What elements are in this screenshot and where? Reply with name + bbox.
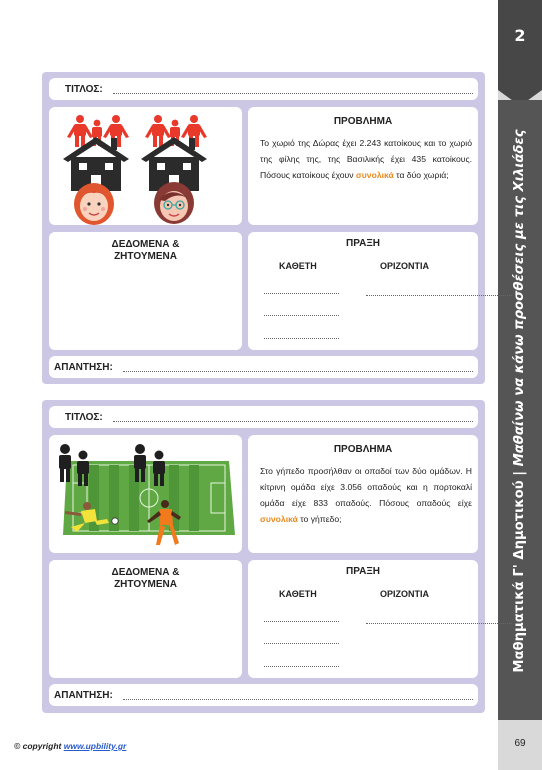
vertical-line-2[interactable]	[264, 315, 339, 316]
question-after: τα δύο χωριά;	[393, 170, 449, 180]
vertical-line-3[interactable]	[264, 666, 339, 667]
operation-header: ΠΡΑΞΗ	[345, 566, 381, 577]
village-illustration	[49, 107, 242, 225]
title-field[interactable]	[113, 421, 473, 422]
problem-text	[260, 463, 472, 527]
operation-box	[248, 560, 478, 678]
problem-statement: Το χωριό της Δώρας έχει 2.243 κατοίκους και το χωριό της φίλης της, της Βασιλικής έχει 435 κατοίκους.	[260, 138, 472, 164]
problem-illustration	[49, 107, 242, 225]
horizontal-line[interactable]	[366, 295, 512, 296]
girl-face-icon	[154, 182, 194, 224]
copyright	[14, 741, 126, 751]
question-highlight: συνολικά	[260, 514, 298, 524]
stadium-illustration	[49, 435, 242, 553]
given-header-line-2: ΖΗΤΟΥΜΕΝΑ	[114, 251, 177, 262]
answer-row	[49, 356, 478, 378]
answer-field[interactable]	[123, 371, 473, 372]
given-box[interactable]	[49, 560, 242, 678]
chapter-number: 2	[514, 26, 526, 45]
title-row	[49, 406, 478, 428]
title-row	[49, 78, 478, 100]
vertical-label: ΚΑΘΕΤΗ	[279, 261, 317, 271]
vertical-line-1[interactable]	[264, 293, 339, 294]
given-header-line-2: ΖΗΤΟΥΜΕΝΑ	[114, 579, 177, 590]
vertical-label: ΚΑΘΕΤΗ	[279, 589, 317, 599]
title-field[interactable]	[113, 93, 473, 94]
answer-row	[49, 684, 478, 706]
copyright-link[interactable]: www.upbility.gr	[63, 741, 127, 751]
problem-header: ΠΡΟΒΛΗΜΑ	[333, 444, 393, 455]
question-after: το γήπεδο;	[297, 514, 342, 524]
question-before: Πόσους οπαδούς είχε	[379, 498, 473, 508]
worksheet-1	[42, 72, 485, 384]
girl-face-icon	[74, 183, 114, 225]
answer-field[interactable]	[123, 699, 473, 700]
horizontal-label: ΟΡΙΖΟΝΤΙΑ	[380, 589, 429, 599]
question-highlight: συνολικά	[355, 170, 394, 180]
given-box[interactable]	[49, 232, 242, 350]
horizontal-line[interactable]	[366, 623, 512, 624]
title-label: ΤΙΤΛΟΣ:	[65, 84, 103, 95]
vertical-line-2[interactable]	[264, 643, 339, 644]
copyright-prefix: © copyright	[14, 741, 64, 751]
question-before: Πόσους κατοίκους έχουν	[260, 170, 356, 180]
problem-text	[260, 135, 472, 183]
sidebar-title-regular: Μαθηματικά Γ' Δημοτικού |	[512, 466, 527, 673]
worksheet-2	[42, 400, 485, 713]
problem-header: ΠΡΟΒΛΗΜΑ	[333, 116, 393, 127]
operation-header: ΠΡΑΞΗ	[345, 238, 381, 249]
problem-illustration	[49, 435, 242, 553]
problem-box	[248, 107, 478, 225]
problem-box	[248, 435, 478, 553]
horizontal-label: ΟΡΙΖΟΝΤΙΑ	[380, 261, 429, 271]
problem-question	[260, 170, 449, 180]
title-label: ΤΙΤΛΟΣ:	[65, 412, 103, 423]
answer-label: ΑΠΑΝΤΗΣΗ:	[54, 690, 113, 701]
sidebar-title-italic: Μαθαίνω να κάνω προσθέσεις με τις Χιλιάδες	[512, 129, 527, 467]
page-number: 69	[514, 738, 526, 749]
vertical-line-3[interactable]	[264, 338, 339, 339]
problem-statement: Στο γήπεδο προσήλθαν οι οπαδοί των δύο ομάδων. Η κίτρινη ομάδα είχε 3.056 οπαδούς και η πορτοκαλί ομάδα είχε 833 οπαδούς.	[260, 466, 472, 508]
chapter-tab	[498, 0, 542, 90]
sidebar-title	[508, 121, 532, 681]
given-header-line-1: ΔΕΔΟΜΕΝΑ &	[111, 239, 180, 250]
vertical-line-1[interactable]	[264, 621, 339, 622]
operation-box	[248, 232, 478, 350]
chapter-sidebar	[498, 0, 542, 770]
answer-label: ΑΠΑΝΤΗΣΗ:	[54, 362, 113, 373]
given-header-line-1: ΔΕΔΟΜΕΝΑ &	[111, 567, 180, 578]
